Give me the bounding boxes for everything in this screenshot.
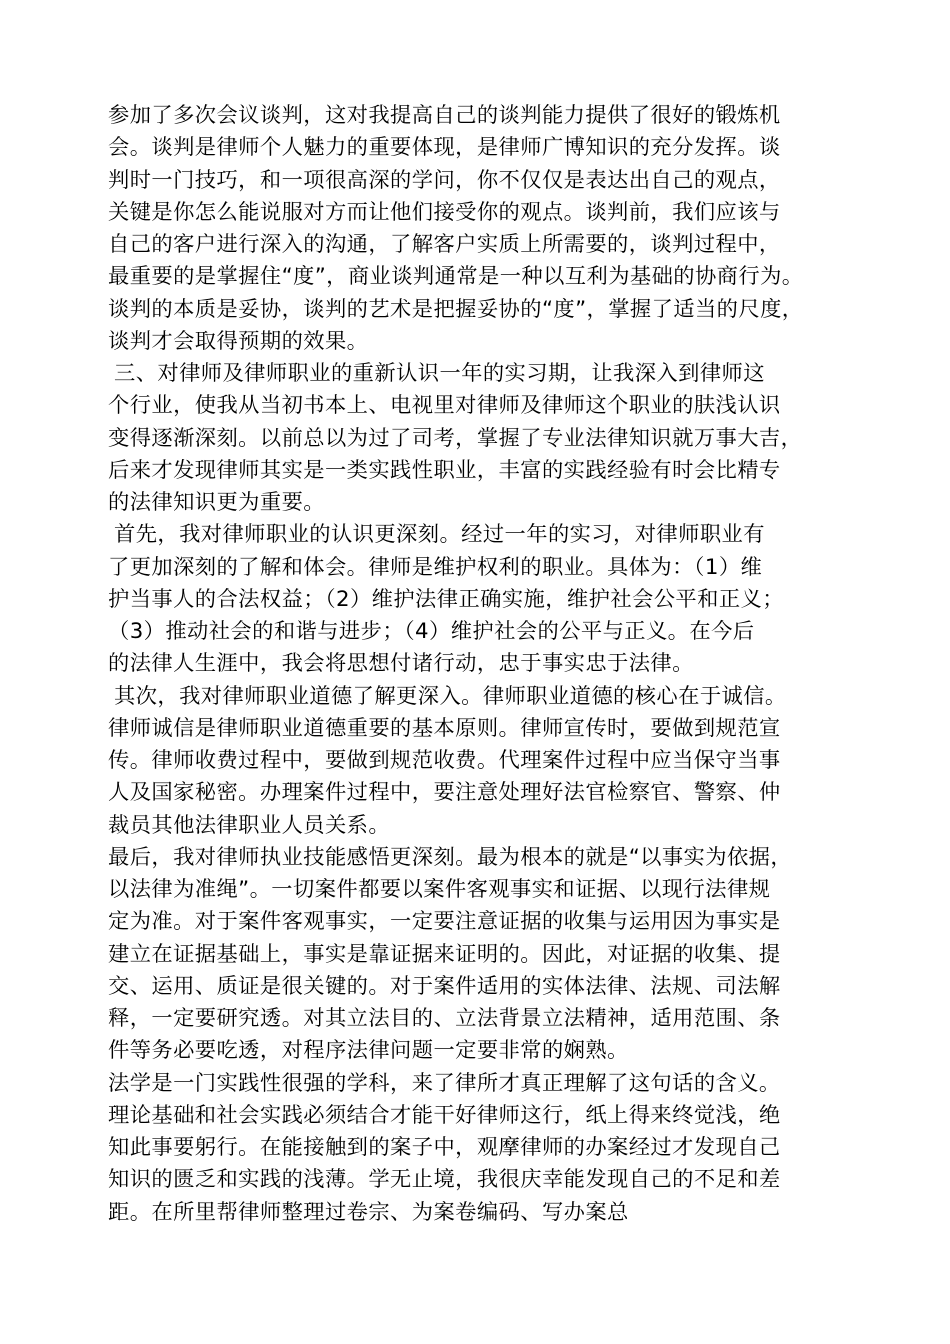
text-line: 最重要的是掌握住“度”，商业谈判通常是一种以互利为基础的协商行为。 xyxy=(108,264,804,290)
text-line: 交、运用、质证是很关键的。对于案件适用的实体法律、法规、司法解 xyxy=(108,973,781,999)
text-line: 参加了多次会议谈判，这对我提高自己的谈判能力提供了很好的锻炼机 xyxy=(108,103,781,128)
section-heading-line: 三、对律师及律师职业的重新认识一年的实习期，让我深入到律师这 xyxy=(114,361,765,386)
text-line: 裁员其他法律职业人员关系。 xyxy=(108,812,391,838)
text-line: 定为准。对于案件客观事实，一定要注意证据的收集与运用因为事实是 xyxy=(108,909,781,935)
text-line: 自己的客户进行深入的沟通，了解客户实质上所需要的，谈判过程中， xyxy=(108,232,781,257)
text-line: 以法律为准绳”。一切案件都要以案件客观事实和证据、以现行法律规 xyxy=(108,877,771,902)
paragraph-start-line: 首先，我对律师职业的认识更深刻。经过一年的实习，对律师职业有 xyxy=(114,522,765,548)
text-line: 距。在所里帮律师整理过卷宗、为案卷编码、写办案总 xyxy=(108,1199,629,1225)
text-line: 谈判才会取得预期的效果。 xyxy=(108,328,369,354)
text-line: 建立在证据基础上，事实是靠证据来证明的。因此，对证据的收集、提 xyxy=(108,941,781,967)
text-line: 理论基础和社会实践必须结合才能干好律师这行，纸上得来终觉浅，绝 xyxy=(108,1102,781,1128)
paragraph-start-line: 法学是一门实践性很强的学科，来了律所才真正理解了这句话的含义。 xyxy=(108,1070,781,1096)
text-line: 的法律人生涯中，我会将思想付诸行动，忠于事实忠于法律。 xyxy=(108,651,694,677)
text-line: 判时一门技巧，和一项很高深的学问，你不仅仅是表达出自己的观点， xyxy=(108,167,781,193)
text-line: 传。律师收费过程中，要做到规范收费。代理案件过程中应当保守当事 xyxy=(108,748,781,773)
text-line: 关键是你怎么能说服对方而让他们接受你的观点。谈判前，我们应该与 xyxy=(108,199,781,225)
paragraph-start-line: 其次，我对律师职业道德了解更深入。律师职业道德的核心在于诚信。 xyxy=(114,683,787,709)
text-line: 知识的匮乏和实践的浅薄。学无止境，我很庆幸能发现自己的不足和差 xyxy=(108,1167,781,1193)
text-line: 个行业，使我从当初书本上、电视里对律师及律师这个职业的肤浅认识 xyxy=(108,393,781,419)
text-line: 件等务必要吃透，对程序法律问题一定要非常的娴熟。 xyxy=(108,1038,629,1064)
text-line: 了更加深刻的了解和体会。律师是维护权利的职业。具体为：（1）维 xyxy=(108,554,763,580)
paragraph-start-line: 最后，我对律师执业技能感悟更深刻。最为根本的就是“以事实为依据， xyxy=(108,844,793,870)
text-line: 人及国家秘密。办理案件过程中，要注意处理好法官检察官、警察、仲 xyxy=(108,780,781,806)
text-line: 释，一定要研究透。对其立法目的、立法背景立法精神，适用范围、条 xyxy=(108,1006,781,1031)
text-line: 谈判的本质是妥协，谈判的艺术是把握妥协的“度”，掌握了适当的尺度， xyxy=(108,296,804,322)
text-line: 知此事要躬行。在能接触到的案子中，观摩律师的办案经过才发现自己 xyxy=(108,1135,781,1160)
text-line: 律师诚信是律师职业道德重要的基本原则。律师宣传时，要做到规范宣 xyxy=(108,715,781,741)
text-line: 护当事人的合法权益；（2）维护法律正确实施，维护社会公平和正义； xyxy=(108,586,784,612)
text-line: 后来才发现律师其实是一类实践性职业，丰富的实践经验有时会比精专 xyxy=(108,457,781,483)
text-line: 的法律知识更为重要。 xyxy=(108,490,325,515)
text-line: （3）推动社会的和谐与进步；（4）维护社会的公平与正义。在今后 xyxy=(108,619,755,644)
text-line: 变得逐渐深刻。以前总以为过了司考，掌握了专业法律知识就万事大吉， xyxy=(108,425,803,451)
document-page xyxy=(108,100,853,1229)
text-line: 会。谈判是律师个人魅力的重要体现，是律师广博知识的充分发挥。谈 xyxy=(108,135,781,161)
